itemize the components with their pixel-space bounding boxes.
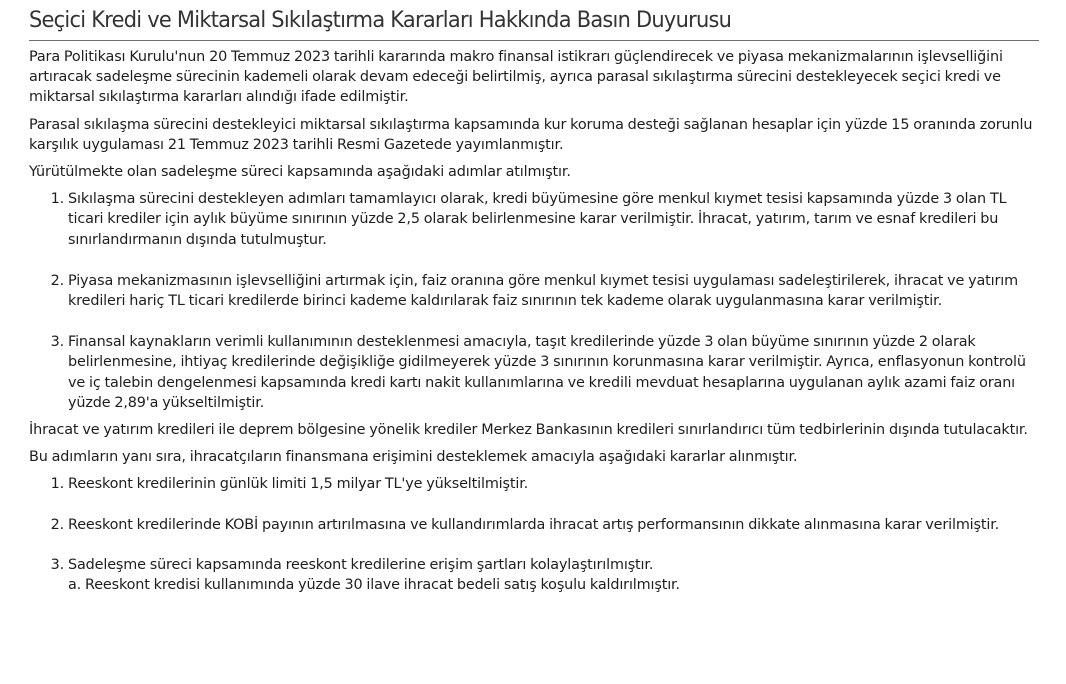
list-item: 3. Finansal kaynakların verimli kullanımının desteklenmesi amacıyla, taşıt kredilerinde yüzde 3 olan büyüme sınırının yüzde 2 olarak belirlenmesine, ihtiyaç kredilerinde değişikliğe gidilmeyerek yüzde 3 sınırının korunmasına karar verilmiştir. Ayrıca, enflasyonun kontrolü ve iç talebin dengelenmesi kapsamında kredi kartı nakit kullanımlarına ve kredili mevduat hesaplarına uygulanan aylık azami faiz oranı yüzde 2,89'a yükseltilmiştir. (68, 332, 1039, 413)
press-release (29, 4, 1039, 602)
reserve-requirement-paragraph: Parasal sıkılaşma sürecini destekleyici miktarsal sıkılaştırma kapsamında kur koruma desteği sağlanan hesaplar için yüzde 15 oranında zorunlu karşılık uygulaması 21 Temmuz 2023 tarihli Resmi Gazetede yayımlanmıştır. (29, 116, 1033, 153)
page-title: Seçici Kredi ve Miktarsal Sıkılaştırma Kararları Hakkında Basın Duyurusu (29, 7, 732, 33)
decisions-intro-paragraph: Bu adımların yanı sıra, ihracatçıların finansmana erişimini desteklemek amacıyla aşağıdaki kararlar alınmıştır. (29, 449, 798, 466)
simplification-steps-list (29, 189, 1039, 413)
exemption-paragraph: İhracat ve yatırım kredileri ile deprem bölgesine yönelik krediler Merkez Bankasının kredileri sınırlandırıcı tüm tedbirlerinin dışında tutulacaktır. (29, 422, 1028, 439)
title-divider (29, 40, 1039, 41)
intro-paragraph: Para Politikası Kurulu'nun 20 Temmuz 2023 tarihli kararında makro finansal istikrarı güçlendirecek ve piyasa mekanizmalarının işlevselliğini artıracak sadeleşme sürecinin kademeli olarak devam edeceği belirtilmiş, ayrıca parasal sıkılaştırma sürecini destekleyecek seçici kredi ve miktarsal sıkılaştırma kararları alındığı ifade edilmiştir. (29, 49, 1003, 106)
list-item (68, 555, 1039, 595)
exporter-decisions-list (29, 474, 1039, 595)
list-item: 1. Sıkılaşma sürecini destekleyen adımları tamamlayıcı olarak, kredi büyümesine göre menkul kıymet tesisi kapsamında yüzde 3 olan TL ticari krediler için aylık büyüme sınırının yüzde 2,5 olarak belirlenmesine karar verilmiştir. İhracat, yatırım, tarım ve esnaf kredileri bu sınırlandırmanın dışında tutulmuştur. (68, 189, 1039, 250)
list-subitem: a. Reeskont kredisi kullanımında yüzde 30 ilave ihracat bedeli satış koşulu kaldırılmıştır. (68, 577, 680, 594)
list-item: 2. Piyasa mekanizmasının işlevselliğini artırmak için, faiz oranına göre menkul kıymet tesisi uygulaması sadeleştirilerek, ihracat ve yatırım kredileri hariç TL ticari kredilerde birinci kademe kaldırılarak faiz sınırının tek kademe olarak uygulanmasına karar verilmiştir. (68, 271, 1039, 311)
list-item: 1. Reeskont kredilerinin günlük limiti 1,5 milyar TL'ye yükseltilmiştir. (68, 474, 1039, 494)
steps-intro-paragraph: Yürütülmekte olan sadeleşme süreci kapsamında aşağıdaki adımlar atılmıştır. (29, 164, 571, 181)
list-item-text: Sadeleşme süreci kapsamında reeskont kredilerine erişim şartları kolaylaştırılmıştır. (68, 556, 654, 573)
list-item: 2. Reeskont kredilerinde KOBİ payının artırılmasına ve kullandırımlarda ihracat artış performansının dikkate alınmasına karar verilmiştir. (68, 515, 1039, 535)
